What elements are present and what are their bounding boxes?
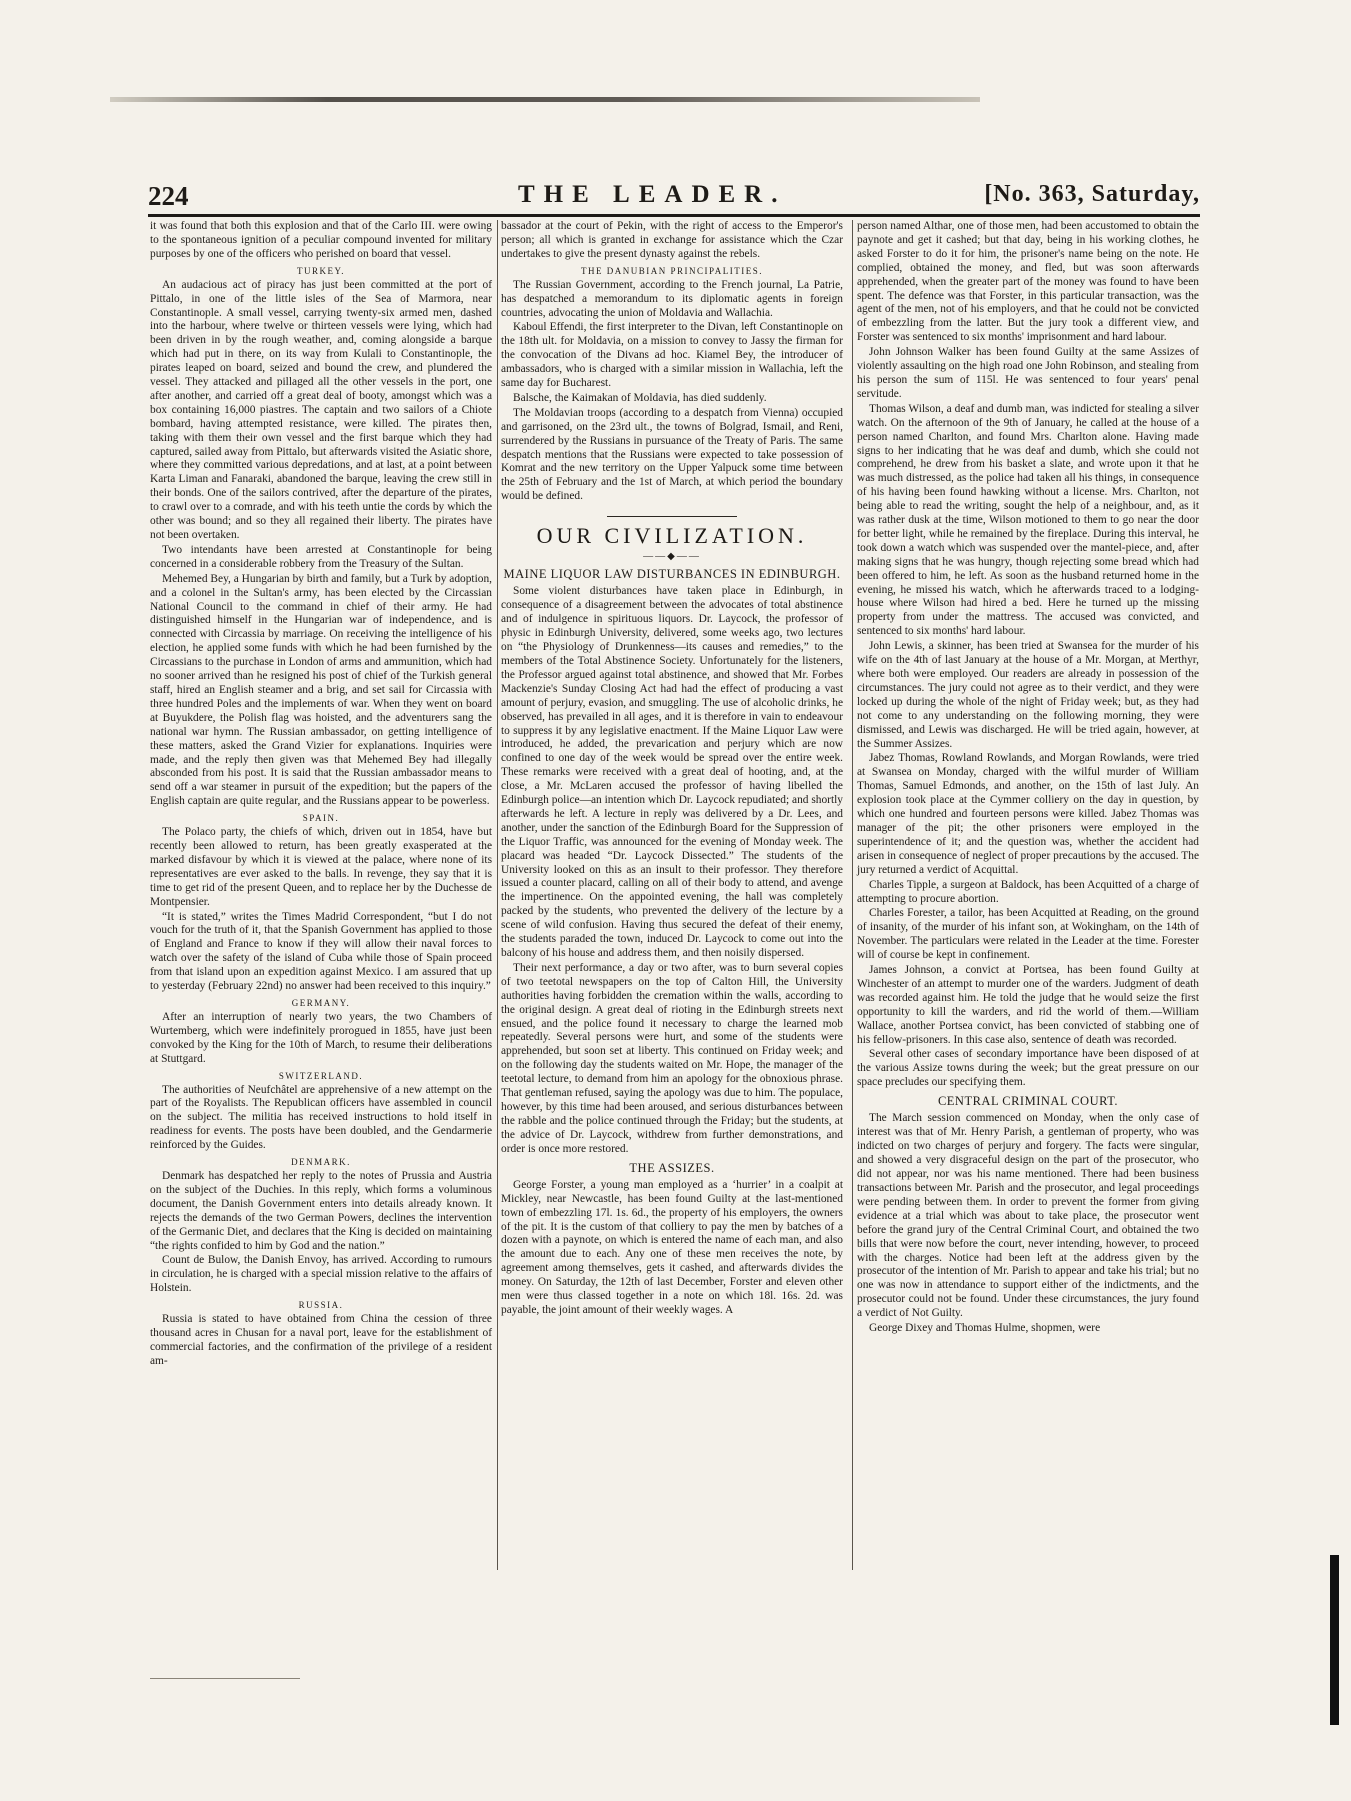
column-1 [150, 220, 492, 1370]
header-rule [148, 214, 1200, 217]
column-2 [501, 220, 843, 1319]
paragraph: John Johnson Walker has been found Guilty at the same Assizes of violently assaulting on the high road one John Robinson, and stealing from his person the sum of 115l. He was sentenced to four years' penal servitude. [857, 346, 1199, 400]
article-heading-central-criminal-court: CENTRAL CRIMINAL COURT. [937, 1094, 1119, 1109]
paragraph: An audacious act of piracy has just been committed at the port of Pittalo, in one of the little isles of the Sea of Marmora, near Constantinople. A small vessel, carrying twenty-six armed men, dashed into the harbour, where twelve or thirteen vessels were lying, which had been driven in by the rough weather, and, coming alongside a barque which had put in there, on its way from Kulali to Constantinople, the pirates leaped on board, seized and bound the crew, and plundered the vessel. They attacked and pillaged all the other vessels in the port, one after another, and carried off a great deal of booty, amongst which was a box containing 16,000 piastres. The captain and two sailors of a Chiote bombard, having attempted resistance, were killed. The pirates then, taking with them their own vessel and the first barque which they had captured, sailed away from Pittalo, but afterwards visited the Asiatic shore, where they committed various depredations, and at last, at a point between Karta Liman and Fanaraki, abandoned the barque, leaving the crew still in their bonds. One of the sailors contrived, after the departure of the pirates, to crawl over to a comrade, and with his teeth untie the cords by which the other was bound; and so they all regained their liberty. The pirates have not been overtaken. [150, 278, 492, 541]
masthead [148, 181, 1200, 215]
paragraph: bassador at the court of Pekin, with the right of access to the Emperor's person; all which is granted in exchange for assistance which the Czar undertakes to give the present dynasty against the rebels. [501, 220, 843, 260]
paragraph: The Moldavian troops (according to a despatch from Vienna) occupied and garrisoned, on the 23rd ult., the towns of Bolgrad, Ismail, and Reni, surrendered by the Russians in pursuance of the Treaty of Paris. The same despatch mentions that the Russians were expected to take possession of Komrat and the new territory on the Upper Yalpuck some time between the 25th of February and the 1st of March, at which period the boundary would be defined. [501, 406, 843, 503]
column-3 [857, 220, 1199, 1337]
paragraph: it was found that both this explosion and that of the Carlo III. were owing to the spontaneous ignition of a peculiar compound invented for military purposes by one of the officers who perished on board that vessel. [150, 220, 492, 260]
page-number: 224 [148, 181, 189, 211]
paragraph: Denmark has despatched her reply to the notes of Prussia and Austria on the subject of the Duchies. In this reply, which forms a voluminous document, the Danish Government enters into details already known. It rejects the demands of the two German Powers, declines the intervention of the Germanic Diet, and declares that the King is decided on maintaining “the rights confided to him by God and the nation.” [150, 1170, 492, 1252]
top-decorative-rule [110, 97, 980, 102]
paragraph: Thomas Wilson, a deaf and dumb man, was indicted for stealing a silver watch. On the afternoon of the 9th of January, he called at the house of a person named Charlton, and found Mrs. Charlton alone. Having made signs to her indicating that he was deaf and dumb, which she could not comprehend, he drew from his basket a slate, and wrote upon it that he was much distressed, as the police had taken all his things, in consequence of his having been found hawking without a license. Mrs. Charlton, not being able to read the writing, sought the help of a neighbour, and, as it was rather dusk at the time, Wilson motioned to them to go near the door for better light, while he remained by the fireplace. During this interval, he took down a watch which was suspended over the mantel-piece, and, after making signs that he was hungry, though rejecting some bread which had been offered to him, he left. As soon as the husband returned home in the evening, he missed his watch, which he afterwards traced to a lodging-house where Wilson had hired a bed. Here he turned up the missing property from under the mattress. The accused was convicted, and sentenced to six months' hard labour. [857, 402, 1199, 638]
section-rule [607, 516, 737, 517]
section-heading-turkey: TURKEY. [296, 265, 346, 276]
paragraph: Charles Tipple, a surgeon at Baldock, has been Acquitted of a charge of attempting to procure abortion. [857, 878, 1199, 905]
ornament-divider: ——◆—— [643, 551, 701, 563]
paragraph: “It is stated,” writes the Times Madrid Correspondent, “but I do not vouch for the truth of it, that the Spanish Government has applied to those of England and France to know if they will allow their naval forces to watch over the safety of the island of Cuba while those of Spain proceed from that island upon an expedition against Mexico. I am assured that up to yesterday (February 22nd) no answer had been received to this inquiry.” [150, 910, 492, 993]
paragraph: The March session commenced on Monday, when the only case of interest was that of Mr. Henry Parish, a gentleman of property, who was indicted on two charges of perjury and forgery. The facts were singular, and showed a very disgraceful design on the part of the prosecutor, who did not appear, nor was his name mentioned. There had been business transactions between Mr. Parish and the prosecutor, and legal proceedings were pending between them. In order to prevent the former from giving evidence at a trial which was about to take place, the prosecutor went before the grand jury of the Central Criminal Court, and obtained the two bills that were now before the court, never intending, however, to proceed with the charges. Notice had been left at the address given by the prosecutor of the intention of Mr. Parish to appear and take his trial; but no one was now in attendance to support either of the indictments, and the prosecutor could not be found. Under these circumstances, the jury found a verdict of Not Guilty. [857, 1112, 1199, 1320]
issue-line: [No. 363, Saturday, [984, 181, 1200, 207]
section-heading-denmark: DENMARK. [291, 1157, 351, 1168]
paragraph: Two intendants have been arrested at Constantinople for being concerned in a considerable robbery from the Treasury of the Sultan. [150, 543, 492, 570]
column-divider-2 [852, 220, 853, 1570]
paragraph: Kaboul Effendi, the first interpreter to the Divan, left Constantinople on the 18th ult. for Moldavia, on a mission to convey to Jassy the firman for the convocation of the Divans ad hoc. Kiamel Bey, the introducer of ambassadors, who is charged with a similar mission in Wallachia, left the same day for Bucharest. [501, 321, 843, 390]
paragraph: John Lewis, a skinner, has been tried at Swansea for the murder of his wife on the 4th of last January at the house of a Mr. Morgan, at Merthyr, where both were employed. Our readers are already in possession of the circumstances. The jury could not agree as to their verdict, and they were locked up during the whole of the night of Friday week; but, as they had not come to any understanding on the following morning, they were dismissed, and Lewis was discharged. He will be tried again, however, at the Summer Assizes. [857, 640, 1199, 750]
paragraph: Their next performance, a day or two after, was to burn several copies of two teetotal newspapers on the top of Calton Hill, the University authorities having forbidden the cremation within the walls, according to the original design. A great deal of rioting in the Edinburgh streets next ensued, and the police found it necessary to charge the learned mob repeatedly. Several persons were hurt, and some of the students were apprehended, but soon set at liberty. This continued on Friday week; and on the following day the students waited on Mr. Hope, the manager of the teetotal lecture, to demand from him an apology for the obnoxious phrase. That gentleman refused, saying the apology was due to him. The populace, however, by this time had been aroused, and serious disturbances between the rabble and the police continued through the Friday; but the students, at the advice of Dr. Laycock, withdrew from further demonstrations, and order is once more restored. [501, 961, 843, 1155]
article-heading-maine: MAINE LIQUOR LAW DISTURBANCES IN EDINBURGH. [503, 567, 841, 582]
paragraph: Count de Bulow, the Danish Envoy, has arrived. According to rumours in circulation, he is charged with a special mission relative to the affairs of Holstein. [150, 1254, 492, 1295]
newspaper-title: THE LEADER. [518, 181, 787, 208]
section-heading-civilization: OUR CIVILIZATION. [536, 523, 808, 549]
column-divider-1 [497, 220, 498, 1570]
section-heading-spain: SPAIN. [302, 813, 340, 824]
section-heading-switzerland: SWITZERLAND. [278, 1070, 364, 1081]
paragraph: Some violent disturbances have taken place in Edinburgh, in consequence of a disagreement between the advocates of total abstinence and of indulgence in spirituous liquors. Dr. Laycock, the professor of physic in Edinburgh University, delivered, some weeks ago, two lectures on “the Physiology of Drunkenness—its causes and remedies,” to the members of the Total Abstinence Society. Unfortunately for the listeners, the Professor argued against total abstinence, and showed that Mr. Forbes Mackenzie's Sunday Closing Act had had the effect of producing a vast amount of perjury, evasion, and smuggling. The use of alcoholic drinks, he observed, has prevailed in all ages, and it is therefore in vain to endeavour to suppress it by any legislative enactment. If the Maine Liquor Law were introduced, he added, the prevarication and perjury which are now confined to one day of the week would be spread over the entire week. These remarks were received with a great deal of hooting, and, at the close, a Mr. McLaren accused the professor of having libelled the Edinburgh police—an intention which Dr. Laycock repudiated; and shortly afterwards he left. A lecture in reply was delivered by a Dr. Lees, and another, under the sanction of the Edinburgh Board for the Suppression of the Liquor Traffic, was announced for the evening of Monday week. The placard was headed “Dr. Laycock Dissected.” The students of the University looked on this as an insult to their professor. They therefore issued a counter placard, calling on all of their body to attend, and avenge the impertinence. On the appointed evening, the hall was completely packed by the students, who prevented the delivery of the lecture by a scene of wild confusion. Having thus secured the defeat of their enemy, the students paraded the town, induced Dr. Laycock to come out into the balcony of his house and address them, and then noisily dispersed. [501, 585, 843, 960]
margin-bar [1330, 1555, 1339, 1725]
paragraph: After an interruption of nearly two years, the two Chambers of Wurtemberg, which were indefinitely prorogued in 1855, have just been convoked by the King for the 10th of March, to resume their deliberations at Stuttgard. [150, 1010, 492, 1065]
paragraph: Charles Forester, a tailor, has been Acquitted at Reading, on the ground of insanity, of the murder of his infant son, at Wokingham, on the 14th of November. The particulars were related in the Leader at the time. Forester will of course be kept in confinement. [857, 907, 1199, 962]
paragraph: Jabez Thomas, Rowland Rowlands, and Morgan Rowlands, were tried at Swansea on Monday, charged with the wilful murder of William Thomas, Samuel Edmonds, and another, on the 15th of last July. An explosion took place at the Cymmer colliery on the day in question, by which one hundred and fourteen persons were killed. Jabez Thomas was manager of the pit; the other prisoners were employed in the superintendence of it; and the question was, whether the accident had arisen in consequence of neglect of proper precautions by the accused. The jury returned a verdict of Acquittal. [857, 752, 1199, 876]
paragraph: Mehemed Bey, a Hungarian by birth and family, but a Turk by adoption, and a colonel in the Sultan's army, has been elected by the Circassian National Council to the command in chief of their army. He had distinguished himself in the Hungarian war of independence, and is connected with Circassia by marriage. On receiving the intelligence of his election, he applied some funds with which he had been furnished by the Circassians to the purchase in London of arms and ammunition, which had no sooner arrived than he resigned his post of chief of the Turkish general staff, hired an English steamer and a brig, and set sail for Circassia with three hundred Poles and the implements of war. When they went on board at Buyukdere, the Polish flag was hoisted, and the adventurers sang the national war hymn. The Russian ambassador, on getting intelligence of these matters, asked the Grand Vizier for explanations. Inquiries were made, and the reply then given was that Mehemed Bey had illegally absconded from his post. It is said that the Russian ambassador means to send off a war steamer in pursuit of the expedition; but the papers of the English captain are quite regular, and the Russians appear to be powerless. [150, 572, 492, 808]
paragraph: James Johnson, a convict at Portsea, has been found Guilty at Winchester of an attempt to murder one of the warders. Judgment of death was recorded against him. He told the judge that he would seize the first opportunity to kill the warders, and rid the world of them.—William Wallace, another Portsea convict, has been convicted of stabbing one of his fellow-prisoners. In this case also, sentence of death was recorded. [857, 964, 1199, 1046]
paragraph: Several other cases of secondary importance have been disposed of at the various Assize towns during the week; but the great pressure on our space precludes our specifying them. [857, 1048, 1199, 1089]
paragraph: Balsche, the Kaimakan of Moldavia, has died suddenly. [513, 391, 767, 404]
paragraph: George Forster, a young man employed as a ‘hurrier’ in a coalpit at Mickley, near Newcastle, has been found Guilty at the last-mentioned town of embezzling 17l. 1s. 6d., the property of his employers, the owners of the pit. It is the custom of that colliery to pay the men by batches of a dozen with a paynote, on which is entered the name of each man, and also the amount due to each. Any one of these men receives the note, by agreement among themselves, gets it cashed, and afterwards divides the money. On Saturday, the 12th of last December, Forster and eleven other men were thus classed together in a note on which 18l. 16s. 2d. was payable, the joint amount of their weekly wages. A [501, 1178, 843, 1317]
paragraph: person named Althar, one of those men, had been accustomed to obtain the paynote and get it cashed; but that day, being in his working clothes, he asked Forster to do it for him, the prisoner's name being on the note. He complied, obtained the money, and fled, but was soon afterwards apprehended, when the greater part of the money was found to have been spent. The defence was that Forster, in this particular transaction, was the agent of the men, not of his employers, and that he could not be convicted of embezzling from the latter. But the jury took a different view, and Forster was sentenced to six months' imprisonment and hard labour. [857, 220, 1199, 344]
article-heading-assizes: THE ASSIZES. [629, 1160, 715, 1175]
paragraph: The authorities of Neufchâtel are apprehensive of a new attempt on the part of the Royalists. The Republican officers have assembled in council on the subject. The militia has received instructions to hold itself in readiness for events. The posts have been doubled, and the Gendarmerie reinforced by the Guides. [150, 1083, 492, 1152]
paragraph: George Dixey and Thomas Hulme, shopmen, were [869, 1322, 1101, 1335]
paragraph: Russia is stated to have obtained from China the cession of three thousand acres in Chusan for a naval port, leave for the establishment of commercial factories, and the confirmation of the privilege of a resident am- [150, 1313, 492, 1367]
paragraph: The Polaco party, the chiefs of which, driven out in 1854, have but recently been allowed to return, has been greatly exasperated at the marked disfavour by which it is viewed at the palace, where none of its representatives are ever asked to the balls. In revenge, they say that it is time to get rid of the present Queen, and to replace her by the Duchesse de Montpensier. [150, 826, 492, 908]
section-heading-russia: RUSSIA. [298, 1300, 344, 1311]
section-heading-germany: GERMANY. [291, 997, 351, 1008]
bottom-rule [150, 1678, 300, 1679]
section-heading-danubian: THE DANUBIAN PRINCIPALITIES. [581, 265, 763, 276]
paragraph: The Russian Government, according to the French journal, La Patrie, has despatched a memorandum to its diplomatic agents in foreign countries, advocating the union of Moldavia and Wallachia. [501, 278, 843, 319]
